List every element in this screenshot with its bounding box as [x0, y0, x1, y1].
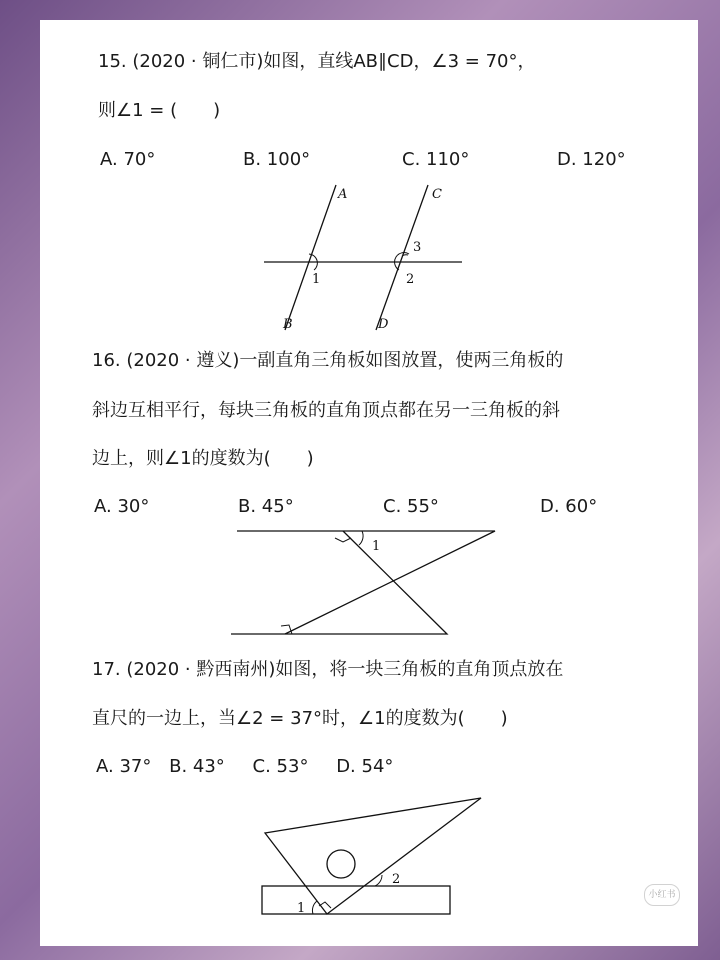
q17-option-a: A. 37°	[96, 756, 152, 777]
watermark-small: 小红书	[534, 924, 567, 937]
set-square-hole	[327, 850, 355, 878]
q16-option-c: C. 55°	[383, 496, 439, 517]
q17-line2: 直尺的一边上，当∠2 = 37°时，∠1的度数为( )	[92, 708, 508, 729]
label-angle-1: 1	[297, 901, 306, 916]
label-angle-1: 1	[312, 272, 321, 287]
angle-1-arc	[312, 901, 317, 914]
line-cd	[376, 185, 428, 330]
q17-options-row	[96, 756, 393, 778]
label-d: D	[378, 317, 389, 332]
q17-option-d: D. 54°	[336, 756, 394, 777]
q16-line3: 边上，则∠1的度数为( )	[92, 448, 314, 469]
q15-option-d: D. 120°	[557, 149, 626, 170]
worksheet-page	[40, 20, 698, 946]
watermark-stamp: 小红书	[644, 884, 680, 906]
q16-option-d: D. 60°	[540, 496, 598, 517]
label-angle-2: 2	[406, 272, 415, 287]
q17-line1: 17. (2020 · 黔西南州)如图，将一块三角板的直角顶点放在	[92, 659, 564, 680]
q17-option-c: C. 53°	[252, 756, 309, 777]
q17-option-b: B. 43°	[169, 756, 225, 777]
q16-line2: 斜边互相平行，每块三角板的直角顶点都在另一三角板的斜	[92, 400, 560, 421]
q15-option-c: C. 110°	[402, 149, 470, 170]
label-b: B	[283, 317, 293, 332]
label-angle-1: 1	[372, 539, 381, 554]
label-c: C	[432, 187, 442, 202]
q15-line2: 则∠1 = ( )	[98, 100, 221, 121]
q17-ruler-triangle-figure	[255, 788, 495, 923]
q16-line1: 16. (2020 · 遵义)一副直角三角板如图放置，使两三角板的	[92, 350, 564, 371]
ruler	[262, 886, 450, 914]
label-angle-3: 3	[413, 240, 422, 255]
angle-1-arc	[359, 531, 363, 545]
q15-line1: 15. (2020 · 铜仁市)如图，直线AB∥CD，∠3 = 70°，	[98, 51, 536, 72]
q15-option-a: A. 70°	[100, 149, 156, 170]
angle-3-arc	[402, 255, 408, 256]
line-ab	[285, 185, 336, 330]
right-angle-mark-top	[335, 538, 351, 542]
q15-option-b: B. 100°	[243, 149, 311, 170]
upper-set-square	[237, 531, 495, 634]
q15-parallel-lines-figure	[250, 180, 470, 335]
watermark-brand: 知乎 @娉爷	[590, 920, 686, 941]
lower-set-square	[231, 531, 447, 634]
set-square	[265, 798, 481, 914]
q16-set-squares-figure	[225, 525, 505, 640]
label-a: A	[338, 187, 348, 202]
q16-option-b: B. 45°	[238, 496, 294, 517]
label-angle-2: 2	[392, 872, 401, 887]
right-angle-mark	[319, 902, 331, 908]
q16-option-a: A. 30°	[94, 496, 150, 517]
